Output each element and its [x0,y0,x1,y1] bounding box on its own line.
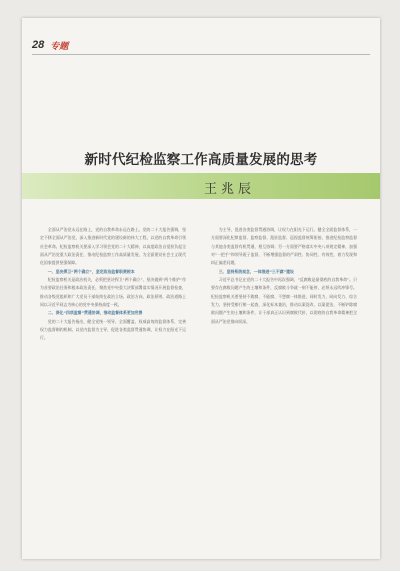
section-heading: 二、深化“四项监督”贯通协调，推动监督体系更加完善 [47,310,143,316]
body-paragraph: 纪检监察机关是政治机关，必须把坚决捍卫“两个确立”、坚决做到“两个维护”作为首要政治任务和根本政治责任，聚焦党中央重大决策部署落实情况开展监督检查，推动各级党组织和广大党员干部始终在政治立场、政治方向、政治原则、政治道路上同以习近平同志为核心的党中央保持高度一致。 [40,277,186,308]
body-column-left [40,226,186,343]
section-label: 专题 [50,41,69,52]
body-paragraph: 全面从严治党永远在路上，党的自我革命永远在路上。党的二十大报告强调，坚定不移全面从严治党，深入推进新时代党的建设新的伟大工程，以党的自我革命引领社会革命。纪检监察机关要深入学习领会党的二十大精神，以高度政治自觉担负起全面从严治党重大政治责任，推动纪检监察工作高质量发展，为全面建设社会主义现代化国家提供坚强保障。 [40,227,186,266]
section-heading: 三、坚持系统观念，一体推进“三不腐”建设 [218,268,294,274]
author-banner [22,173,380,199]
author-name: 王兆辰 [204,182,256,197]
article-title: 新时代纪检监察工作高质量发展的思考 [84,152,318,168]
body-paragraph: 习近平总书记在党的二十大报告中再次强调，“反腐败是最彻底的自我革命”。只要存在腐败问题产生的土壤和条件，反腐败斗争就一刻不能停，必须永远吹冲锋号。纪检监察机关要坚持不敢腐、不能腐、不想腐一体推进，同时发力、同向发力、综合发力，坚持受贿行贿一起查，深化标本兼治，推动以案促改、以案促治，不断铲除腐败问题产生的土壤和条件，让干部真正认识到腐败代价，以彻底的自我革命精神把全面从严治党推向纵深。 [211,277,357,324]
body-column-right [211,226,357,326]
section-heading: 一、坚决捍卫“两个确立”，坚定政治监督职责根本 [47,268,135,274]
body-paragraph: 为主导，促进各类监督贯通协调，让权力在阳光下运行。健全全面监督体系，一方面要深化纪律监督、监察监督、派驻监督、巡视监督统筹衔接，推进纪检监察监督与其他各类监督有机贯通、相互协调；另一方面要严格落实中央八项规定精神，加强对“一把手”和领导班子监督，不断增强监督的严肃性、协同性、有效性，着力发现和纠正偏差问题。 [211,227,357,266]
header-divider [32,54,370,55]
page-number: 28 [32,39,45,51]
page-header [32,38,68,52]
body-paragraph: 党的二十大报告指出，健全党统一领导、全面覆盖、权威高效的监督体系，完善权力监督制约机制。以党内监督为主导，促进各类监督贯通协调，让权力在阳光下运行。 [40,318,186,341]
magazine-page [22,18,380,559]
